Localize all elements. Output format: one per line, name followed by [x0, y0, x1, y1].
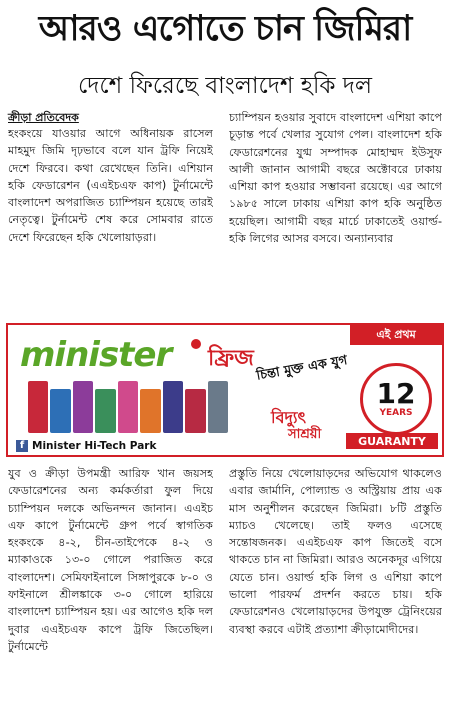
article-column-2: [229, 109, 442, 321]
brand-logo: minister: [20, 335, 172, 375]
facebook-link[interactable]: [8, 437, 166, 455]
fridge-image: [185, 389, 205, 433]
ad-tagline-3: সাশ্রয়ী: [288, 427, 322, 442]
article-column-4: [229, 465, 442, 713]
guaranty-banner: GUARANTY: [346, 433, 438, 449]
brand-dot-icon: [191, 339, 201, 349]
advertisement[interactable]: [6, 323, 444, 457]
ad-tagline-2: বিদ্যুৎ: [271, 408, 307, 427]
article-text: চ্যাম্পিয়ন হওয়ার সুবাদে বাংলাদেশ এশিয়া কাপে চূড়ান্ত পর্বে খেলার সুযোগ পেল। বাংলাদেশ হকি ফেডারেশনের যুগ্ম সম্পাদক মোহাম্মদ ইউসুফ আলী জানান আগামী বছরে অক্টোবরে ঢাকায় এশিয়া কাপ হওয়ার সম্ভাবনা রয়েছে। এর আগে ১৯৮৫ সালে ঢাকায় এশিয়া কাপ হকি অনুষ্ঠিত হয়েছিল। আগামী বছর মার্চে ঢাকাতেই ওয়ার্ল্ড-হকি লিগের আসর বসবে। অন্যান্যবার: [229, 111, 442, 246]
fridge-image: [140, 389, 160, 433]
byline: ক্রীড়া প্রতিবেদক: [8, 111, 79, 124]
facebook-icon: f: [16, 440, 28, 452]
fridge-lineup: [28, 381, 228, 433]
fridge-image: [28, 381, 48, 433]
subheadline: দেশে ফিরেছে বাংলাদেশ হকি দল: [77, 73, 373, 99]
fridge-image: [208, 381, 228, 433]
article-text: হংকংয়ে যাওয়ার আগে অধিনায়ক রাসেল মাহমুদ জিমি দৃঢ়ভাবে বলে যান ট্রফি নিয়েই দেশে ফিরবে। কথা রেখেছেন তিনি। এশিয়ান হকি ফেডারেশন (এএইচএফ কাপ) টুর্নামেন্টে বাংলাদেশ অপরাজিত চ্যাম্পিয়ন হয়েছে তারই নেতৃত্বে। টুর্নামেন্ট শেষ করে সোমবার রাতে দেশে ফিরেছেন হকি খেলোয়াড়রা।: [8, 127, 213, 244]
years-label: YEARS: [379, 408, 413, 418]
article-column-1: [8, 125, 213, 320]
ad-tagline: চিন্তা মুক্ত এক যুগ: [255, 353, 349, 384]
years-number: 12: [376, 377, 416, 410]
article-column-3: [8, 465, 213, 713]
headline: আরও এগোতে চান জিমিরা: [38, 9, 412, 49]
fridge-image: [73, 381, 93, 433]
facebook-label: Minister Hi-Tech Park: [32, 440, 157, 452]
fridge-image: [118, 381, 138, 433]
fridge-image: [95, 389, 115, 433]
article-text: প্রস্তুতি নিয়ে খেলোয়াড়দের অভিযোগ থাকলেও এবার জার্মানি, পোল্যান্ড ও অস্ট্রিয়ায় প্রায় এক মাস অনুশীলন করেছেন জিমিরা। ৮টি প্রস্তুতি ম্যাচও খেলেছে। তাই ফলও এসেছে সন্তোষজনক। এএইচএফ কাপ জিতেই বসে থাকতে চান না জিমিরা। আরও অনেকদূর এগিয়ে যেতে চান। ওয়ার্ল্ড হকি লিগ ও এশিয়া কাপে ভালো পারফর্ম প্রদর্শন করতে চায়। হকি ফেডারেশনও খেলোয়াড়দের উপযুক্ত ট্রেনিংয়ের ব্যবস্থা করবে এটাই প্রত্যাশা ক্রীড়ামোদীদের।: [229, 467, 442, 636]
fridge-image: [163, 381, 183, 433]
fridge-image: [50, 389, 70, 433]
article-text: যুব ও ক্রীড়া উপমন্ত্রী আরিফ খান জয়সহ ফেডারেশনের অন্য কর্মকর্তারা ফুল দিয়ে চ্যাম্পিয়ন দলকে অভিনন্দন জানান। এএইচ এফ কাপে টুর্নামেন্টে গ্রুপ পর্বে স্বাগতিক হংকংকে ৪-২, চীন-তাইপেকে ৪-২ ও ম্যাকাওকে ১৩-০ গোলে পরাজিত করে বাংলাদেশ। সেমিফাইনালে সিঙ্গাপুরকে ৮-০ ও ফাইনালে শ্রীলঙ্কাকে ৩-০ গোলে হারিয়ে বাংলাদেশ চ্যাম্পিয়ন হয়। এর আগেও হকি দল দুবার এএইচএফ কাপে ট্রফি জিতেছিল। টুর্নামেন্টে: [8, 467, 213, 653]
first-badge: এই প্রথম: [350, 325, 442, 345]
product-label: ফ্রিজ: [208, 346, 254, 371]
years-badge: [360, 363, 432, 435]
